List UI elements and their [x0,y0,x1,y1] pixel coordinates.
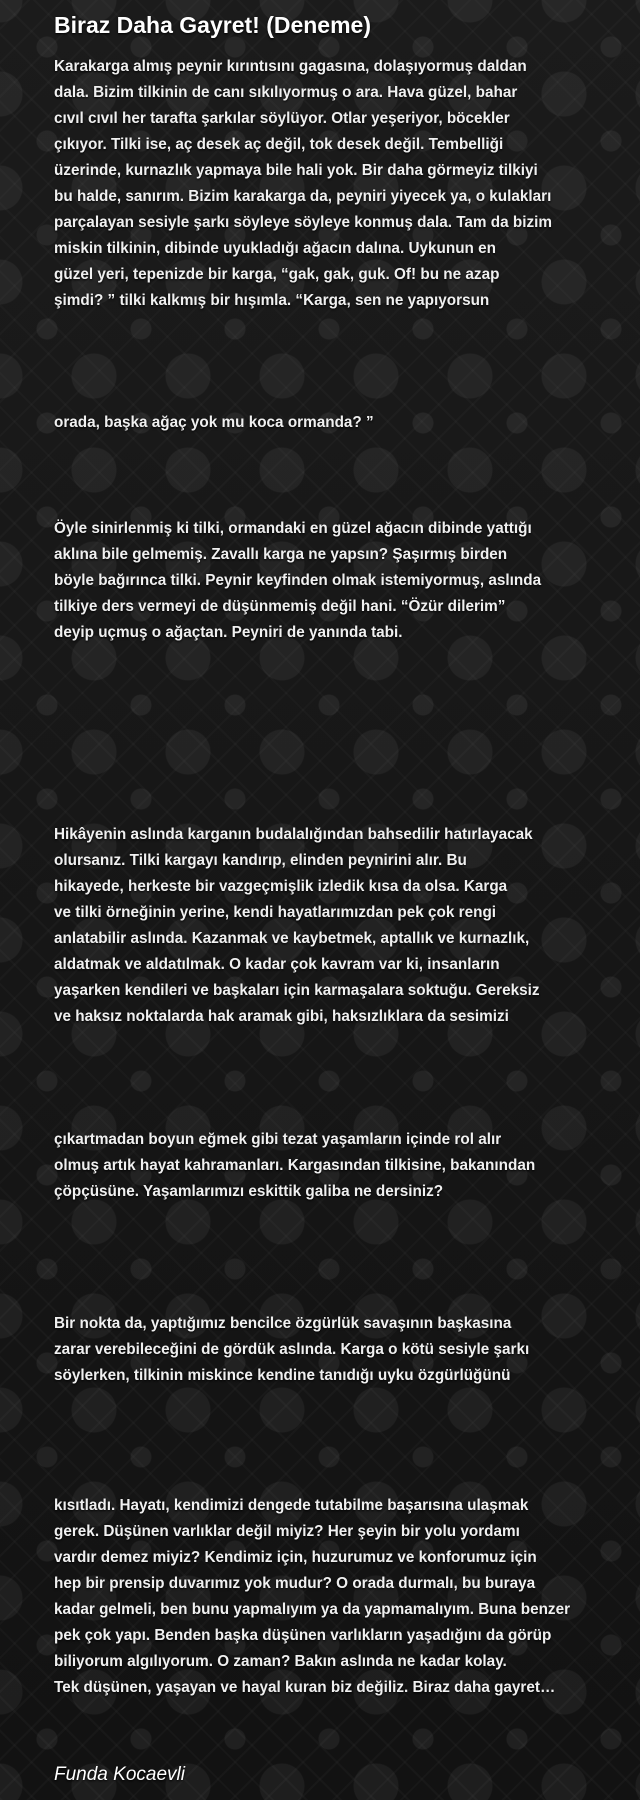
poem-line: pek çok yapı. Benden başka düşünen varlıkların yaşadığını da görüp [54,1627,552,1644]
poem-line: yaşarken kendileri ve başkaları için karmaşalara soktuğu. Gereksiz [54,982,540,999]
poem-line: hikayede, herkeste bir vazgeçmişlik izledik kısa da olsa. Karga [54,878,508,895]
poem-line: tilkiye ders vermeyi de düşünmemiş değil hani. “Özür dilerim” [54,598,506,615]
poem-line: deyip uçmuş o ağaçtan. Peyniri de yanında tabi. [54,624,403,641]
poem-line: kadar gelmeli, ben bunu yapmalıyım ya da yapmamalıyım. Buna benzer [54,1601,571,1618]
poem-line: çıkartmadan boyun eğmek gibi tezat yaşamların içinde rol alır [54,1131,502,1148]
poem-line: Tek düşünen, yaşayan ve hayal kuran biz değiliz. Biraz daha gayret… [54,1679,556,1696]
poem-line: ve tilki örneğinin yerine, kendi hayatlarımızdan pek çok rengi [54,904,497,921]
poem-line: olmuş artık hayat kahramanları. Kargasından tilkisine, bakanından [54,1157,536,1174]
poem-line: Karakarga almış peynir kırıntısını gagasına, dolaşıyormuş daldan [54,58,527,75]
poem-line: böyle bağırınca tilki. Peynir keyfinden olmak istemiyormuş, aslında [54,572,542,589]
poem-line: vardır demez miyiz? Kendimiz için, huzurumuz ve konforumuz için [54,1549,537,1566]
poem-line: dala. Bizim tilkinin de canı sıkılıyormuş o ara. Hava güzel, bahar [54,84,518,101]
poem-author: Funda Kocaevli [54,1764,185,1785]
poem-line: çıkıyor. Tilki ise, aç desek aç değil, tok desek değil. Tembelliği [54,136,504,153]
poem-line: ve haksız noktalarda hak aramak gibi, haksızlıklara da sesimizi [54,1008,509,1025]
poem-line: Bir nokta da, yaptığımız bencilce özgürlük savaşının başkasına [54,1315,512,1332]
poem-line: üzerinde, kurnazlık yapmaya bile hali yok. Bir daha görmeyiz tilkiyi [54,162,538,179]
poem-line: Öyle sinirlenmiş ki tilki, ormandaki en güzel ağacın dibinde yattığı [54,520,532,537]
poem-line: Hikâyenin aslında karganın budalalığından bahsedilir hatırlayacak [54,826,533,843]
poem-line: aldatmak ve aldatılmak. O kadar çok kavram var ki, insanların [54,956,500,973]
poem-line: aklına bile gelmemiş. Zavallı karga ne yapsın? Şaşırmış birden [54,546,508,563]
poem-line: parçalayan sesiyle şarkı söyleye söyleye konmuş dala. Tam da bizim [54,214,552,231]
poem-line: orada, başka ağaç yok mu koca ormanda? ” [54,414,374,431]
poem-line: güzel yeri, tepenizde bir karga, “gak, gak, guk. Of! bu ne azap [54,266,500,283]
poem-line: cıvıl cıvıl her tarafta şarkılar söylüyor. Otlar yeşeriyor, böcekler [54,110,510,127]
poem-title: Biraz Daha Gayret! (Deneme) [54,12,371,38]
poem-line: biliyorum algılıyorum. O zaman? Bakın aslında ne kadar kolay. [54,1653,507,1670]
poem-stanza-7 [54,1493,624,1701]
poem-line: kısıtladı. Hayatı, kendimizi dengede tutabilme başarısına ulaşmak [54,1497,529,1514]
poem-stanza-6 [54,1311,624,1389]
poem-line: gerek. Düşünen varlıklar değil miyiz? Her şeyin bir yolu yordamı [54,1523,520,1540]
poem-line: anlatabilir aslında. Kazanmak ve kaybetmek, aptallık ve kurnazlık, [54,930,530,947]
poem-stanza-5 [54,1127,624,1205]
poem-stanza-3 [54,516,624,646]
poem-stanza-4 [54,822,624,1030]
poem-stanza-1 [54,54,624,314]
poem-line: şimdi? ” tilki kalkmış bir hışımla. “Karga, sen ne yapıyorsun [54,292,490,309]
poem-line: söylerken, tilkinin miskince kendine tanıdığı uyku özgürlüğünü [54,1367,511,1384]
poem-line: hep bir prensip duvarımız yok mudur? O orada durmalı, bu buraya [54,1575,536,1592]
poem-line: çöpçüsüne. Yaşamlarımızı eskittik galiba ne dersiniz? [54,1183,444,1200]
poem-stanza-2 [54,410,624,436]
poem-line: olursanız. Tilki kargayı kandırıp, elinden peynirini alır. Bu [54,852,467,869]
poem-line: zarar verebileceğini de gördük aslında. Karga o kötü sesiyle şarkı [54,1341,530,1358]
poem-line: bu halde, sanırım. Bizim karakarga da, peyniri yiyecek ya, o kulakları [54,188,552,205]
poem-line: miskin tilkinin, dibinde uyukladığı ağacın dalına. Uykunun en [54,240,496,257]
